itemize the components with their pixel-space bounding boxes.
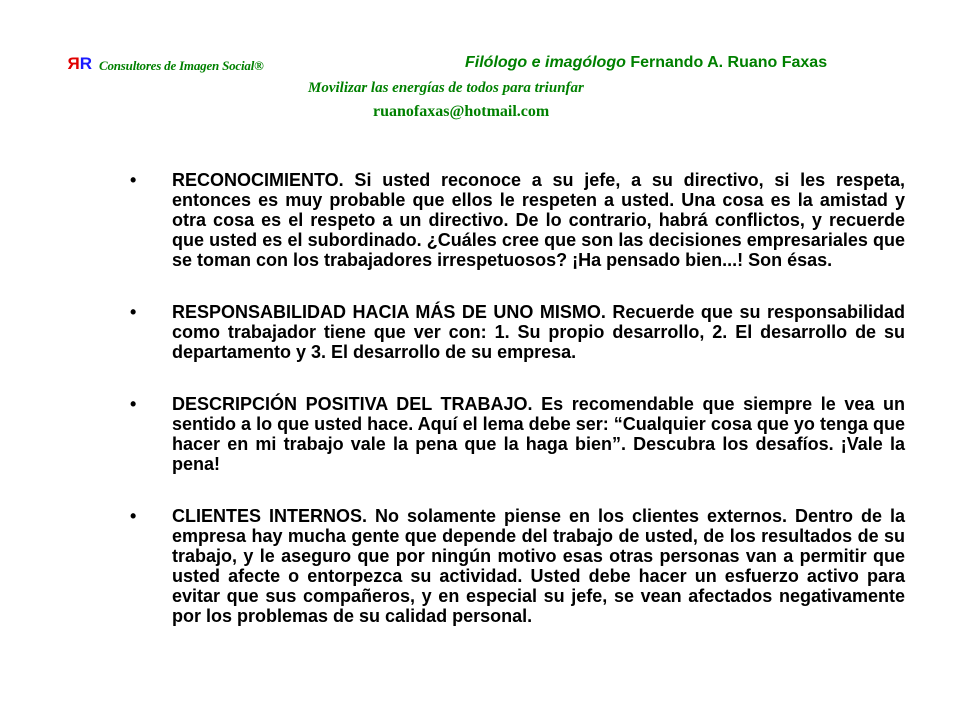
bullet-marker: • xyxy=(130,302,137,322)
logo-mirrored-r: R xyxy=(68,54,80,73)
motto: Movilizar las energías de todos para triunfar xyxy=(308,80,584,96)
company-name-text: Consultores de Imagen Social xyxy=(99,58,255,73)
list-item-descripcion xyxy=(130,394,905,474)
bullet-list xyxy=(130,170,905,626)
bullet-marker: • xyxy=(130,394,137,414)
company-logo xyxy=(68,54,92,74)
list-item-text: RESPONSABILIDAD HACIA MÁS DE UNO MISMO. Recuerde que su responsabilidad como trabajador tiene que ver con: 1. Su propio desarrollo, 2. El desarrollo de su departamento y 3. El desarrollo de su empresa. xyxy=(172,302,905,362)
registered-mark: ® xyxy=(254,58,264,73)
list-item-text: CLIENTES INTERNOS. No solamente piense en los clientes externos. Dentro de la empresa hay mucha gente que depende del trabajo de usted, de los resultados de su trabajo, y le aseguro que por ningún motivo esas otras personas van a permitir que usted afecte o entorpezca su actividad. Usted debe hacer un esfuerzo activo para evitar que sus compañeros, y en especial su jefe, se vean afectados negativamente por los problemas de su calidad personal. xyxy=(172,506,905,626)
list-item-clientes-internos xyxy=(130,506,905,626)
bullet-marker: • xyxy=(130,506,137,526)
list-item-reconocimiento xyxy=(130,170,905,270)
bullet-marker: • xyxy=(130,170,137,190)
company-name xyxy=(99,58,264,74)
logo-r: R xyxy=(79,54,92,73)
author-role: Filólogo e imagólogo xyxy=(465,54,626,71)
author-name: Fernando A. Ruano Faxas xyxy=(630,54,828,71)
author-line xyxy=(465,54,827,72)
page-header xyxy=(0,0,960,130)
list-item-responsabilidad xyxy=(130,302,905,362)
list-item-text: DESCRIPCIÓN POSITIVA DEL TRABAJO. Es recomendable que siempre le vea un sentido a lo que usted hace. Aquí el lema debe ser: “Cualquier cosa que yo tenga que hacer en mi trabajo vale la pena que la haga bien”. Descubra los desafíos. ¡Vale la pena! xyxy=(172,394,905,474)
list-item-text: RECONOCIMIENTO. Si usted reconoce a su jefe, a su directivo, si les respeta, entonces es muy probable que ellos le respeten a usted. Una cosa es la amistad y otra cosa es el respeto a un directivo. De lo contrario, habrá conflictos, y recuerde que usted es el subordinado. ¿Cuáles cree que son las decisiones empresariales que se toman con los trabajadores irrespetuosos? ¡Ha pensado bien...! Son ésas. xyxy=(172,170,905,270)
contact-email: ruanofaxas@hotmail.com xyxy=(373,103,550,120)
